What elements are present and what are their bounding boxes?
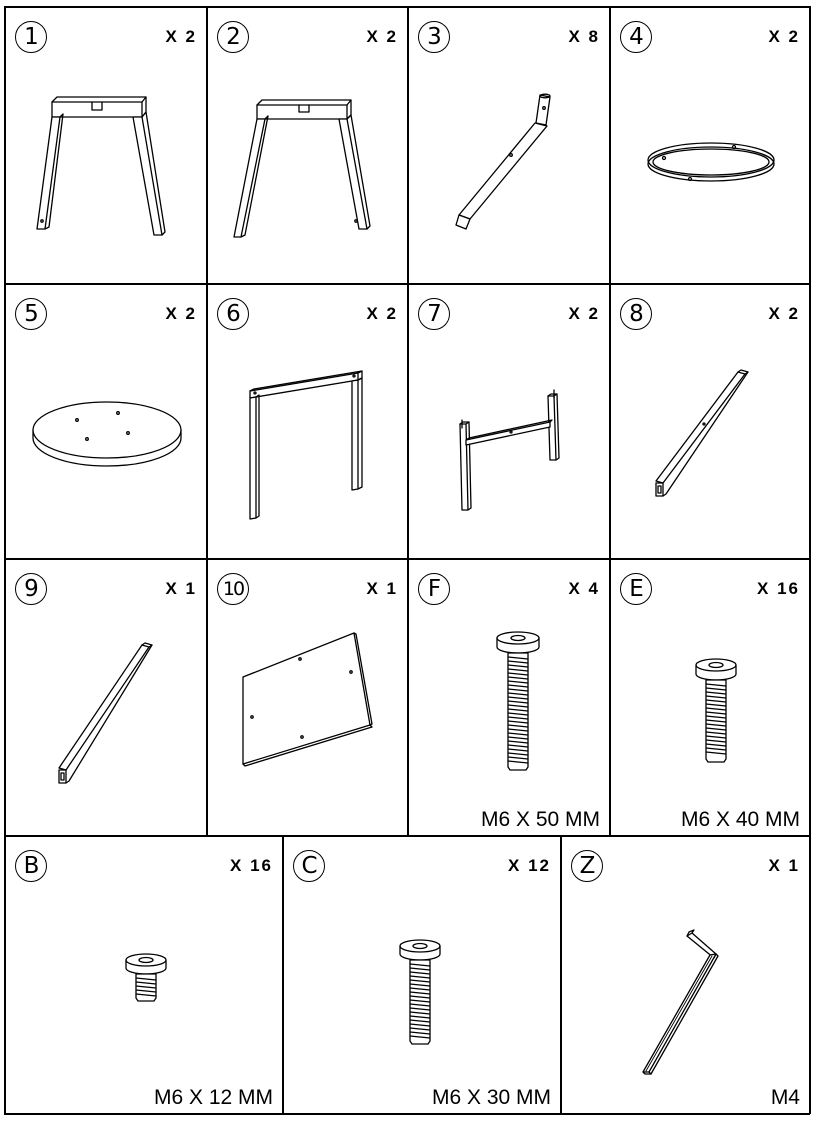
- part-id: B: [15, 850, 47, 882]
- part-id: 7: [418, 298, 450, 330]
- part-cell-E: [610, 559, 810, 836]
- part-spec: M4: [770, 1086, 800, 1109]
- allen-key-drawing: [561, 836, 810, 1114]
- part-quantity: X 8: [568, 27, 600, 46]
- part-cell-9: [5, 559, 207, 836]
- part-id: 2: [217, 21, 249, 53]
- part-cell-6: [207, 284, 408, 559]
- part-cell-2: [207, 7, 408, 284]
- round-seat-drawing: [5, 284, 207, 559]
- part-cell-1: [5, 7, 207, 284]
- part-id: Z: [571, 850, 603, 882]
- part-id: C: [293, 850, 325, 882]
- bolt-drawing: [610, 559, 810, 836]
- part-quantity: X 2: [165, 27, 197, 46]
- part-quantity: X 16: [757, 579, 800, 598]
- part-quantity: X 4: [568, 579, 600, 598]
- part-cell-F: [408, 559, 610, 836]
- part-id: F: [418, 573, 450, 605]
- part-cell-7: [408, 284, 610, 559]
- rect-frame-drawing: [207, 284, 408, 559]
- part-id: 4: [620, 21, 652, 53]
- part-quantity: X 16: [230, 856, 273, 875]
- ring-drawing: [610, 7, 810, 284]
- part-quantity: X 2: [366, 304, 398, 323]
- part-id: 8: [620, 298, 652, 330]
- part-cell-C: [283, 836, 561, 1114]
- bolt-drawing: [283, 836, 561, 1114]
- part-id: 1: [15, 21, 47, 53]
- part-quantity: X 12: [508, 856, 551, 875]
- rail-drawing: [5, 559, 207, 836]
- part-cell-Z: [561, 836, 810, 1114]
- part-quantity: X 2: [768, 27, 800, 46]
- leg-frame-drawing: [207, 7, 408, 284]
- part-cell-10: [207, 559, 408, 836]
- part-id: 10: [217, 573, 249, 605]
- part-spec: M6 X 50 MM: [480, 808, 600, 831]
- part-quantity: X 2: [568, 304, 600, 323]
- part-quantity: X 2: [366, 27, 398, 46]
- part-cell-4: [610, 7, 810, 284]
- bolt-drawing: [408, 559, 610, 836]
- part-quantity: X 1: [768, 856, 800, 875]
- part-id: 5: [15, 298, 47, 330]
- part-spec: M6 X 40 MM: [680, 808, 800, 831]
- panel-drawing: [207, 559, 408, 836]
- bolt-drawing: [5, 836, 283, 1114]
- part-id: 9: [15, 573, 47, 605]
- tube-leg-drawing: [408, 7, 610, 284]
- part-id: 3: [418, 21, 450, 53]
- leg-frame-drawing: [5, 7, 207, 284]
- part-cell-B: [5, 836, 283, 1114]
- part-quantity: X 1: [165, 579, 197, 598]
- part-quantity: X 2: [768, 304, 800, 323]
- rail-drawing: [610, 284, 810, 559]
- part-quantity: X 1: [366, 579, 398, 598]
- part-quantity: X 2: [165, 304, 197, 323]
- part-spec: M6 X 30 MM: [431, 1086, 551, 1109]
- part-spec: M6 X 12 MM: [153, 1086, 273, 1109]
- part-cell-8: [610, 284, 810, 559]
- crossbar-frame-drawing: [408, 284, 610, 559]
- part-id: E: [620, 573, 652, 605]
- part-cell-5: [5, 284, 207, 559]
- part-cell-3: [408, 7, 610, 284]
- part-id: 6: [217, 298, 249, 330]
